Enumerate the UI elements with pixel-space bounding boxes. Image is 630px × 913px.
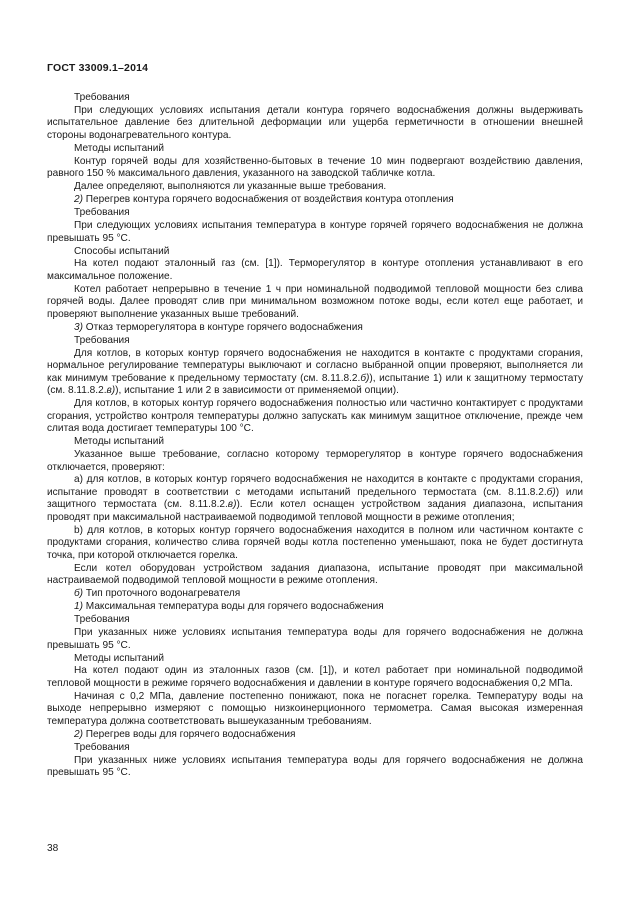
list-marker: 2)	[74, 728, 83, 740]
heading-test-methods: Методы испытаний	[74, 436, 165, 448]
paragraph: Далее определяют, выполняются ли указанные выше требования.	[74, 181, 387, 193]
section-title: Тип проточного водонагревателя	[85, 588, 241, 600]
list-item-a	[47, 474, 583, 524]
heading-requirements: Требования	[74, 741, 130, 753]
paragraph: На котел подают один из эталонных газов (см. [1]), и котел работает при номинальной подводимой тепловой мощности в режиме горячего водоснабжения и давлении в контуре горячего водоснабжения 0,2 МПа.	[47, 665, 583, 689]
list-marker: 3)	[74, 321, 83, 333]
document-code-header: ГОСТ 33009.1–2014	[47, 62, 149, 74]
heading-requirements: Требования	[74, 207, 130, 219]
clause-reference: б)	[546, 486, 556, 498]
paragraph-text: ). Если котел оснащен устройством задания диапазона, испытания проводят при максимальной настраиваемой подводимой тепловой мощности в режиме отопления;	[47, 499, 583, 523]
paragraph-text: ), испытание 1) или к защитному термостату (см. 8.11.8.2.	[47, 372, 583, 397]
clause-reference: б)	[360, 372, 370, 384]
section-heading	[47, 588, 583, 601]
heading-test-methods: Способы испытаний	[74, 245, 170, 257]
paragraph-text: Для котлов, в которых контур горячего водоснабжения не находится в контакте с продуктами сгорания, нормальное регулирование температуры выключают и согласно выбранной опции проверяют, выполняется ли как минимум требование к предельному термостату (см. 8.11.8.2.	[47, 347, 583, 384]
list-marker: 2)	[74, 194, 83, 206]
subsection-title: Отказ терморегулятора в контуре горячего водоснабжения	[85, 321, 363, 333]
clause-reference: в)	[106, 385, 116, 397]
heading-requirements: Требования	[74, 614, 130, 626]
subsection-heading	[47, 194, 583, 207]
clause-reference: в)	[227, 499, 237, 511]
subsection-title: Перегрев воды для горячего водоснабжения	[85, 728, 296, 740]
list-marker: б)	[74, 588, 84, 600]
heading-requirements: Требования	[74, 334, 130, 346]
paragraph: На котел подают эталонный газ (см. [1]). Терморегулятор в контуре отопления устанавливают в его максимальное положение.	[47, 258, 583, 282]
subsection-heading	[47, 729, 583, 742]
paragraph: Начиная с 0,2 МПа, давление постепенно понижают, пока не погаснет горелка. Температуру воды на выходе непрерывно измеряют с помощью низкоинерционного термометра. Самая высокая измеренная температура должна соответствовать вышеуказанным требованиям.	[47, 690, 583, 727]
subsection-heading	[47, 601, 583, 614]
paragraph: При указанных ниже условиях испытания температура воды для горячего водоснабжения не должна превышать 95 °С.	[47, 627, 583, 651]
paragraph: Указанное выше требование, согласно которому терморегулятор в контуре горячего водоснабжения отключается, проверяют:	[47, 449, 583, 473]
paragraph: При следующих условиях испытания температура в контуре горячей горячего водоснабжения не должна превышать 95 °С.	[47, 220, 583, 244]
paragraph: Для котлов, в которых контур горячего водоснабжения полностью или частично контактирует с продуктами сгорания, устройство контроля температуры должно запускать как минимум защитное отключение, прежде чем слитая вода достигает температуры 100 °С.	[47, 398, 583, 435]
heading-requirements: Требования	[74, 92, 130, 103]
subsection-title: Максимальная температура воды для горячего водоснабжения	[85, 601, 384, 613]
paragraph: Контур горячей воды для хозяйственно-бытовых в течение 10 мин подвергают воздействию давления, равного 150 % максимального давления, указанного на заводской табличке котла.	[47, 155, 583, 180]
subsection-title: Перегрев контура горячего водоснабжения от воздействия контура отопления	[85, 194, 454, 206]
paragraph-text: ) или защитного термостата (см. 8.11.8.2.	[47, 486, 583, 511]
paragraph-text: а) для котлов, в которых контур горячего водоснабжения не находится в контакте с продуктами сгорания, испытание проводят в соответствии с методами испытаний предельного термостата (см. 8.11.8.2.	[47, 474, 583, 498]
paragraph: При указанных ниже условиях испытания температура воды для горячего водоснабжения не должна превышать 95 °С.	[47, 754, 583, 779]
heading-test-methods: Методы испытаний	[74, 652, 165, 664]
subsection-heading	[47, 322, 583, 335]
paragraph: При следующих условиях испытания детали контура горячего водоснабжения должны выдерживать испытательное давление без длительной деформации или ущерба герметичности в отношении внешней стороны водонагревательного контура.	[47, 104, 583, 141]
page-number: 38	[47, 843, 59, 854]
list-item-b: b) для котлов, в которых контур горячего водоснабжения находится в полном или частичном контакте с продуктами сгорания, количество слива горячей воды котла постепенно уменьшают, пока не будет достигнута точка, при которой отключается горелка.	[47, 524, 583, 561]
list-marker: 1)	[74, 601, 83, 613]
paragraph: Котел работает непрерывно в течение 1 ч при номинальной подводимой тепловой мощности без слива горячей воды. Далее проводят слив при минимальном возможном потоке воды, если котел еще работает, и проверяют выполнение указанных выше требований.	[47, 283, 583, 320]
paragraph	[47, 348, 583, 398]
paragraph-text: ), испытание 1 или 2 в зависимости от применяемой опции).	[115, 385, 399, 397]
heading-test-methods: Методы испытаний	[74, 142, 165, 154]
document-body	[47, 92, 583, 780]
paragraph: Если котел оборудован устройством задания диапазона, испытание проводят при максимальной настраиваемой подводимой тепловой мощности в режиме отопления.	[47, 562, 583, 587]
